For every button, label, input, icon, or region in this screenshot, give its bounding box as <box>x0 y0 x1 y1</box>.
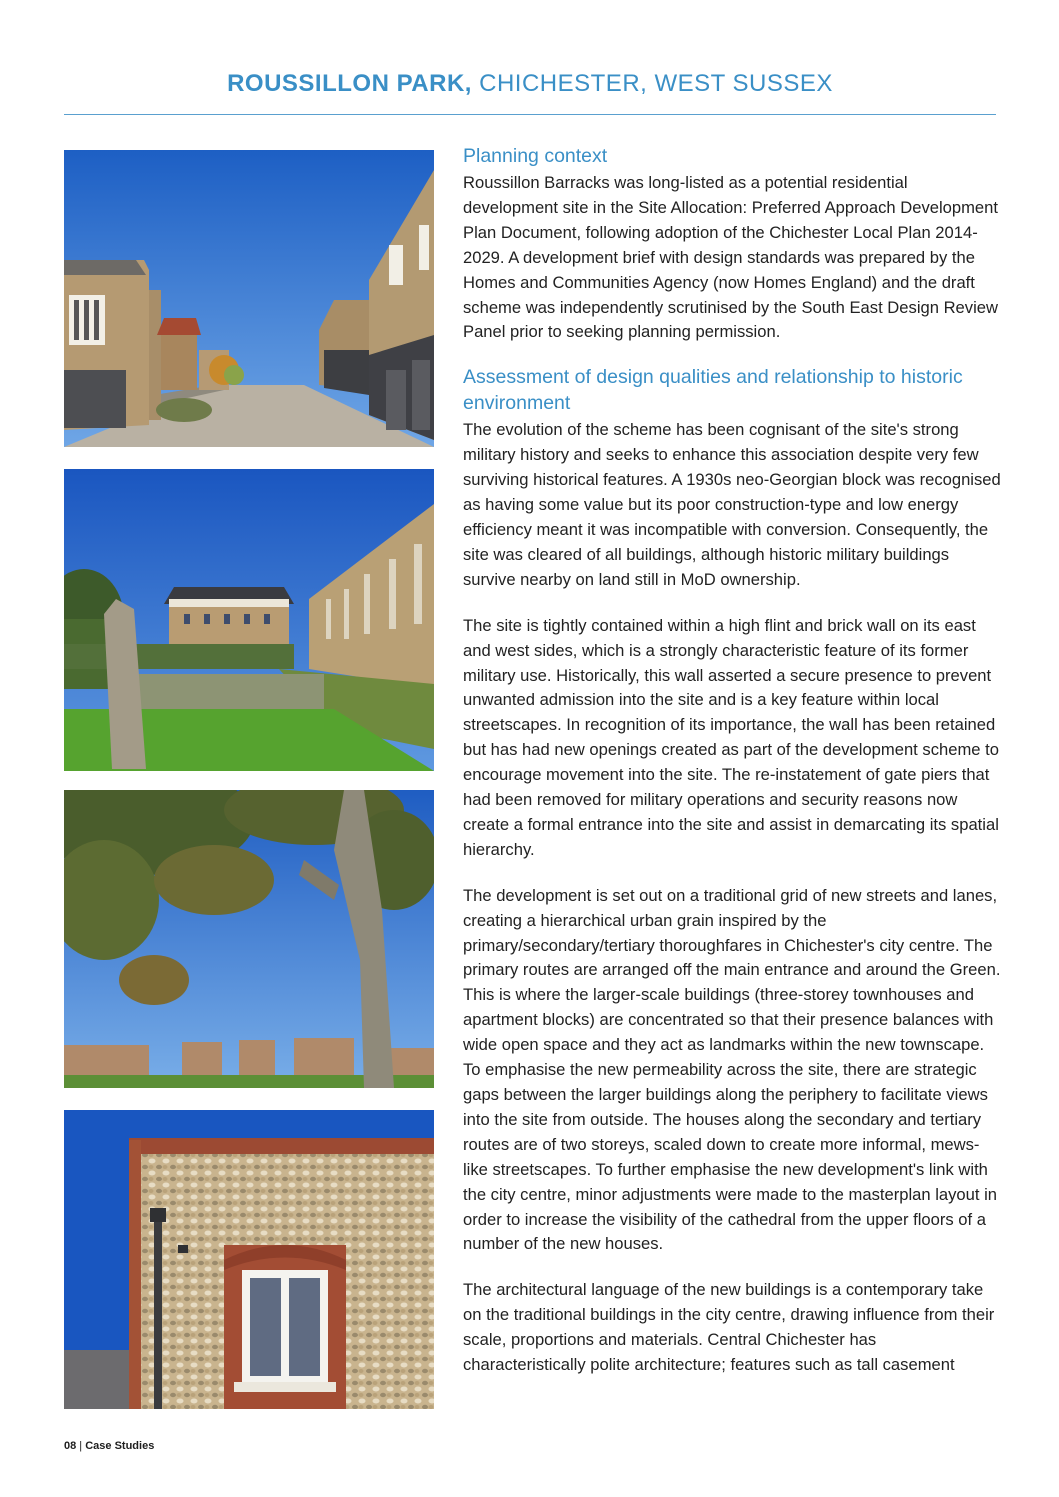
article-text <box>463 143 1003 1399</box>
photo-garden-monument <box>64 469 434 771</box>
photo-flint-wall-window <box>64 1110 434 1409</box>
footer-separator: | <box>76 1440 86 1452</box>
paragraph-military-history: The evolution of the scheme has been cognisant of the site's strong military history and seeks to enhance this association despite very few surviving historical features. A 1930s neo-Georgian block was recognised as having some value but its poor construction-type and low energy efficiency meant it was incompatible with conversion. Consequently, the site was cleared of all buildings, although historic military buildings survive nearby on land still in MoD ownership. <box>463 420 1001 589</box>
photo-tree-green <box>64 790 434 1088</box>
page-title <box>64 62 996 106</box>
page-footer <box>64 1440 154 1452</box>
photo-mews-street <box>64 150 434 447</box>
page-header <box>64 62 996 115</box>
title-place: ROUSSILLON PARK, <box>227 70 472 97</box>
paragraph-flint-wall: The site is tightly contained within a high flint and brick wall on its east and west sides, which is a strongly characteristic feature of its former military use. Historically, this wall asserted a secure presence to prevent unwanted admission into the site and is a key feature within local streetscapes. In recognition of its importance, the wall has been retained but has had new openings created as part of the development scheme to encourage movement into the site. The re-instatement of gate piers that had been removed for military operations and security reasons now create a formal entrance into the site and assist in demarcating its spatial hierarchy. <box>463 615 999 859</box>
footer-section: Case Studies <box>85 1440 155 1452</box>
paragraph-street-grid: The development is set out on a traditional grid of new streets and lanes, creating a hierarchical urban grain inspired by the primary/secondary/tertiary thoroughfares in Chichester's city centre. The primary routes are arranged off the main entrance and around the Green. This is where the larger-scale buildings (three-storey townhouses and apartment blocks) are concentrated so that their presence balances with wide open space and they act as landmarks within the new townscape. To emphasise the new permeability across the site, there are strategic gaps between the larger buildings along the periphery to facilitate views into the site from outside. The houses along the secondary and tertiary routes are of two storeys, scaled down to create more informal, mews-like streetscapes. To further emphasise the new development's link with the city centre, minor adjustments were made to the masterplan layout in order to increase the visibility of the cathedral from the upper floors of a number of the new houses. <box>463 885 1001 1254</box>
heading-planning-context: Planning context <box>463 145 608 167</box>
title-location: CHICHESTER, WEST SUSSEX <box>471 70 833 97</box>
paragraph-architectural-language: The architectural language of the new buildings is a contemporary take on the traditional buildings in the city centre, drawing influence from their scale, proportions and materials. Central Chichester has characteristically polite architecture; features such as tall casement <box>463 1280 995 1375</box>
paragraph-planning-context: Roussillon Barracks was long-listed as a potential residential development site in the Site Allocation: Preferred Approach Development Plan Document, following adoption of the Chichester Local Plan 2014-2029. A development brief with design standards was prepared by the Homes and Communities Agency (now Homes England) and the draft scheme was independently scrutinised by the South East Design Review Panel prior to seeking planning permission. <box>463 173 999 342</box>
heading-assessment: Assessment of design qualities and relationship to historic environment <box>463 366 963 415</box>
page-number: 08 <box>64 1440 77 1452</box>
